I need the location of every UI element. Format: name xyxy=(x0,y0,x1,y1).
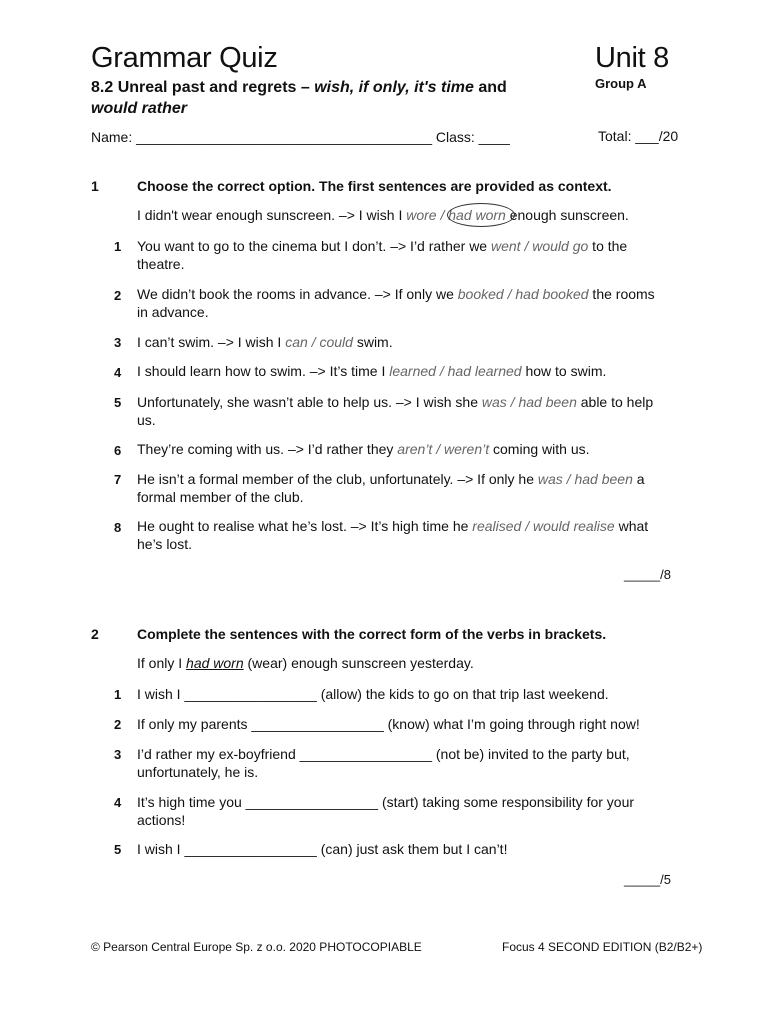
s2-item-5-number: 5 xyxy=(114,842,122,857)
section-1-number: 1 xyxy=(91,178,99,194)
s1-item-1: You want to go to the cinema but I don’t. –> I’d rather we went / would go to the theatre. xyxy=(137,238,628,272)
s1-item-1-number: 1 xyxy=(114,239,122,254)
quiz-subtitle xyxy=(91,77,507,119)
example-option-b: had worn xyxy=(448,207,506,223)
unit-label: Unit 8 xyxy=(595,42,669,74)
example-option-a: wore / xyxy=(406,207,449,223)
section-1-instruction: Choose the correct option. The first sentences are provided as context. xyxy=(137,178,612,194)
subtitle-italic-1: wish, if only, it's time xyxy=(314,79,474,96)
section-2-instruction: Complete the sentences with the correct form of the verbs in brackets. xyxy=(137,626,607,642)
s1-item-3: I can’t swim. –> I wish I can / could swim. xyxy=(137,334,393,350)
s2-item-3-number: 3 xyxy=(114,747,122,762)
s1-item-5-options[interactable]: was / had been xyxy=(481,394,577,410)
s1-item-2: We didn’t book the rooms in advance. –> If only we booked / had booked the rooms in advance. xyxy=(137,286,655,320)
s1-item-1-options[interactable]: went / would go xyxy=(491,238,589,254)
total-score: Total: ___/20 xyxy=(598,128,679,144)
example-text-end: enough sunscreen. xyxy=(505,207,629,223)
s2-item-4[interactable]: It’s high time you _________________ (start) taking some responsibility for your actions! xyxy=(137,794,635,828)
s1-item-7-number: 7 xyxy=(114,472,122,487)
subtitle-italic-2: would rather xyxy=(91,100,188,117)
group-label: Group A xyxy=(595,76,647,91)
subtitle-and: and xyxy=(473,79,507,96)
quiz-title: Grammar Quiz xyxy=(91,42,278,74)
section-1-score: _____/8 xyxy=(624,567,671,582)
s1-item-6-number: 6 xyxy=(114,443,122,458)
s2-item-2[interactable]: If only my parents _________________ (know) what I’m going through right now! xyxy=(137,716,640,732)
s1-item-8-options[interactable]: realised / would realise xyxy=(472,518,615,534)
s1-item-2-number: 2 xyxy=(114,288,122,303)
s2-item-4-number: 4 xyxy=(114,795,122,810)
section-2-number: 2 xyxy=(91,626,99,642)
s1-item-7-options[interactable]: was / had been xyxy=(537,471,633,487)
section-1-example xyxy=(137,207,629,223)
s1-item-3-options[interactable]: can / could xyxy=(285,334,353,350)
s1-item-5: Unfortunately, she wasn’t able to help us. –> I wish she was / had been able to help us. xyxy=(137,394,654,428)
s2-item-1[interactable]: I wish I _________________ (allow) the kids to go on that trip last weekend. xyxy=(137,686,609,702)
s1-item-6-options[interactable]: aren’t / weren’t xyxy=(397,441,490,457)
section-2-example: If only I had worn (wear) enough sunscreen yesterday. xyxy=(137,655,474,671)
s1-item-4-number: 4 xyxy=(114,365,122,380)
s1-item-4-options[interactable]: learned / had learned xyxy=(389,363,522,379)
s2-item-1-number: 1 xyxy=(114,687,122,702)
s1-item-4: I should learn how to swim. –> It’s time I learned / had learned how to swim. xyxy=(137,363,607,379)
s1-item-8-number: 8 xyxy=(114,520,122,535)
subtitle-prefix: 8.2 Unreal past and regrets xyxy=(91,79,297,96)
example-text: I didn't wear enough sunscreen. –> I wish I xyxy=(137,207,407,223)
s1-item-6: They’re coming with us. –> I’d rather they aren’t / weren’t coming with us. xyxy=(137,441,590,457)
s1-item-7: He isn’t a formal member of the club, unfortunately. –> If only he was / had been a formal member of the club. xyxy=(137,471,645,505)
subtitle-dash: – xyxy=(296,79,315,96)
s2-item-3[interactable]: I’d rather my ex-boyfriend _________________ (not be) invited to the party but, unfortunately, he is. xyxy=(137,746,630,780)
name-class-field[interactable]: Name: ______________________________________ Class: ____ xyxy=(91,129,510,145)
section-2-score: _____/5 xyxy=(624,872,671,887)
footer-copyright: © Pearson Central Europe Sp. z o.o. 2020 PHOTOCOPIABLE xyxy=(91,940,422,954)
s1-item-5-number: 5 xyxy=(114,395,122,410)
s2-item-2-number: 2 xyxy=(114,717,122,732)
s2-item-5[interactable]: I wish I _________________ (can) just ask them but I can’t! xyxy=(137,841,508,857)
example-answer: had worn xyxy=(186,655,244,671)
answer-circle xyxy=(447,203,515,227)
s1-item-2-options[interactable]: booked / had booked xyxy=(457,286,589,302)
s1-item-8: He ought to realise what he’s lost. –> It’s high time he realised / would realise what he’s lost. xyxy=(137,518,649,552)
s1-item-3-number: 3 xyxy=(114,335,122,350)
footer-edition: Focus 4 SECOND EDITION (B2/B2+) xyxy=(502,940,703,954)
